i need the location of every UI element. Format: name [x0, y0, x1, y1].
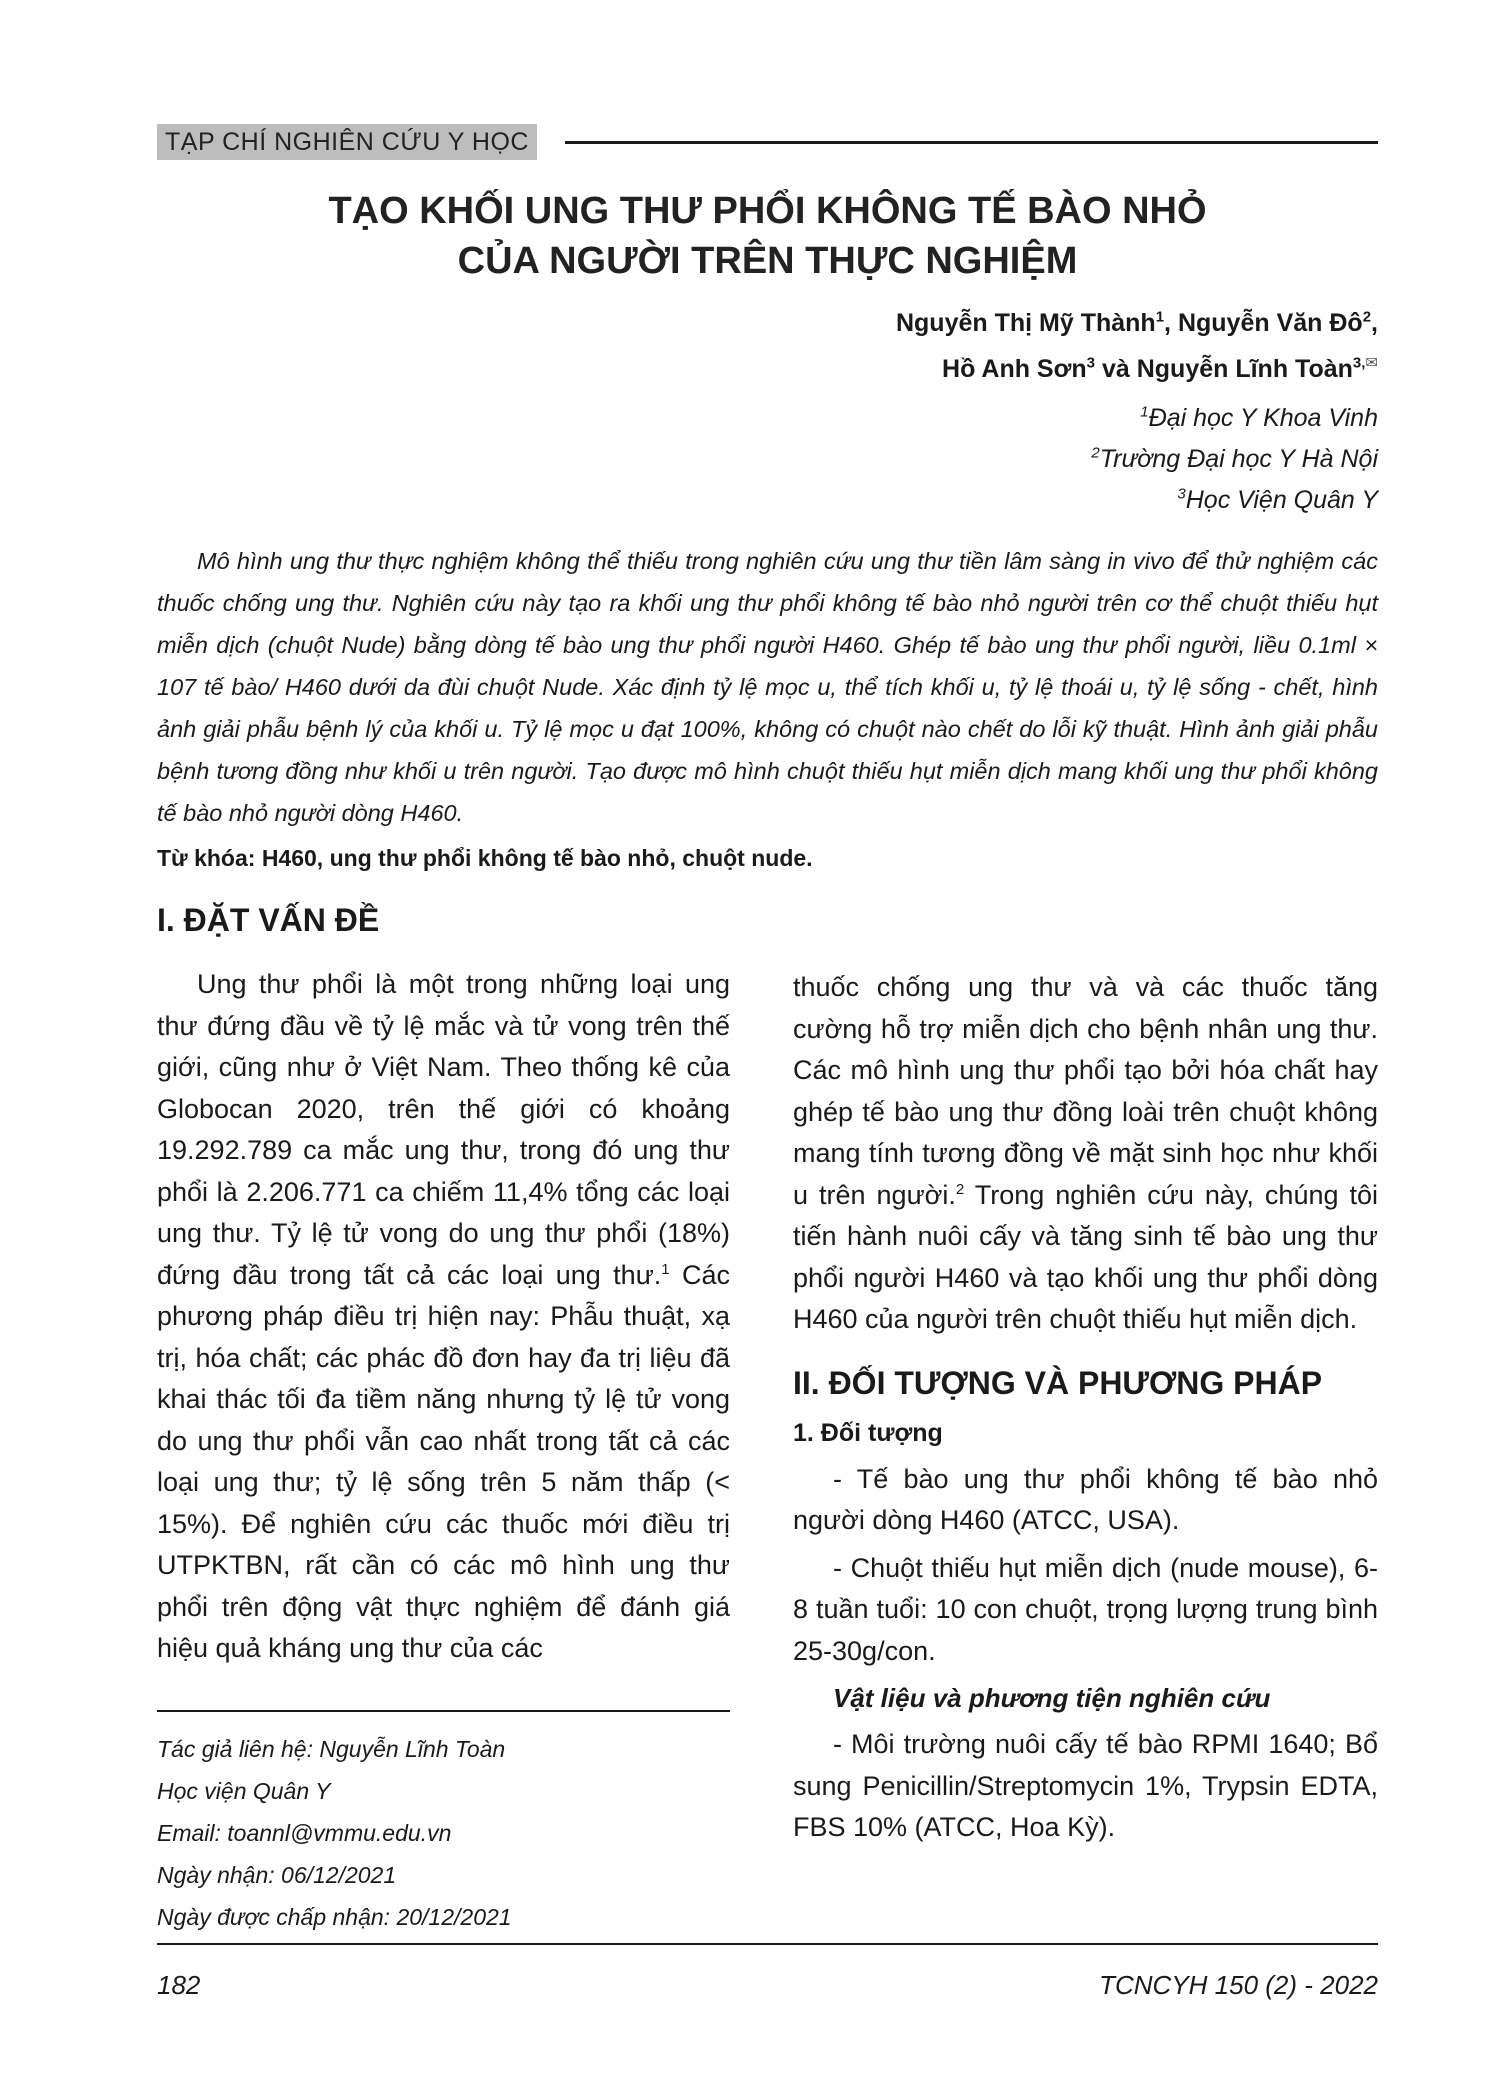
title-line-2: CỦA NGƯỜI TRÊN THỰC NGHIỆM — [457, 240, 1078, 282]
footer-rule — [157, 1943, 1378, 1945]
author-name: Nguyễn Văn Đô — [1177, 309, 1363, 337]
abstract: Mô hình ung thư thực nghiệm không thể thiếu trong nghiên cứu ung thư tiền lâm sàng in vivo để thử nghiệm các thuốc chống ung thư. Nghiên cứu này tạo ra khối ung thư phổi không tế bào nhỏ người trên cơ thể chuột thiếu hụt miễn dịch (chuột Nude) bằng dòng tế bào ung thư phổi người H460. Ghép tế bào ung thư phổi người, liều 0.1ml × 107 tế bào/ H460 dưới da đùi chuột Nude. Xác định tỷ lệ mọc u, thể tích khối u, tỷ lệ thoái u, tỷ lệ sống - chết, hình ảnh giải phẫu bệnh lý của khối u. Tỷ lệ mọc u đạt 100%, không có chuột nào chết do lỗi kỹ thuật. Hình ảnh giải phẫu bệnh tương đồng như khối u trên người. Tạo được mô hình chuột thiếu hụt miễn dịch mang khối ung thư phổi không tế bào nhỏ người dòng H460. — [157, 548, 1378, 826]
correspondence-note — [157, 1728, 730, 1938]
section-heading: I. ĐẶT VẤN ĐỀ — [157, 902, 380, 938]
footnote-rule — [157, 1710, 730, 1712]
affiliation-list — [1091, 398, 1378, 521]
affiliation: $^3$Học Viện Quân Y — [1177, 485, 1378, 514]
list-item: - Chuột thiếu hụt miễn dịch (nude mouse), 6-8 tuần tuổi: 10 con chuột, trọng lượng trung bình 25-30g/con. — [793, 1552, 1378, 1666]
author-name: Hồ Anh Sơn — [942, 355, 1087, 383]
author-list — [896, 300, 1378, 392]
journal-issue: TCNCYH 150 (2) - 2022 — [1099, 1970, 1378, 2000]
list-item: - Tế bào ung thư phổi không tế bào nhỏ người dòng H460 (ATCC, USA). — [793, 1463, 1378, 1535]
intro-paragraph: Ung thư phổi là một trong những loại ung thư đứng đầu về tỷ lệ mắc và tử vong trên thế giới, cũng như ở Việt Nam. Theo thống kê của Globocan 2020, trên thế giới có khoảng 19.292.789 ca mắc ung thư, trong đó ung thư phổi là 2.206.771 ca chiếm 11,4% tổng các loại ung thư. Tỷ lệ tử vong do ung thư phổi (18%) đứng đầu trong tất cả các loại ung thư.$^1$ Các phương pháp điều trị hiện nay: Phẫu thuật, xạ trị, hóa chất; các phác đồ đơn hay đa trị liệu đã khai thác tối đa tiềm năng nhưng tỷ lệ tử vong do ung thư phổi vẫn cao nhất trong tất cả các loại ung thư; tỷ lệ sống trên 5 năm thấp (< 15%). Để nghiên cứu các thuốc mới điều trị UTPKTBN, rất cần có các mô hình ung thư phổi trên động vật thực nghiệm để đánh giá hiệu quả kháng ung thư của các — [157, 969, 730, 1663]
list-item: - Môi trường nuôi cấy tế bào RPMI 1640; Bổ sung Penicillin/Streptomycin 1%, Trypsin EDTA, FBS 10% (ATCC, Hoa Kỳ). — [793, 1729, 1378, 1842]
subsection-heading: Vật liệu và phương tiện nghiên cứu — [833, 1683, 1271, 1713]
author-line-1: Nguyễn Thị Mỹ Thành$^1$, Nguyễn Văn $Đô^2$, — [895, 308, 1378, 337]
author-name: Nguyễn Lĩnh Toàn — [1136, 355, 1353, 383]
author-sup: 3 — [1086, 354, 1095, 372]
author-sup: 3, — [1352, 354, 1366, 372]
page-number: 182 — [157, 1970, 201, 2000]
author-name: Nguyễn Thị Mỹ Thành — [895, 309, 1156, 337]
citation-ref: 1 — [661, 1260, 670, 1278]
intro-continuation: thuốc chống ung thư và và các thuốc tăng cường hỗ trợ miễn dịch cho bệnh nhân ung thư. Các mô hình ung thư phổi tạo bởi hóa chất hay ghép tế bào ung thư đồng loài trên chuột không mang tính tương đồng về mặt sinh học như khối u trên người.$^2$ Trong nghiên cứu này, chúng tôi tiến hành nuôi cấy và tăng sinh tế bào ung thư phổi người H460 và tạo khối ung thư phổi dòng H460 của người trên chuột thiếu hụt miễn dịch. — [793, 972, 1378, 1334]
affiliation: $^2$Trường Đại học Y Hà Nội — [1091, 444, 1378, 473]
author-conjunction: và — [1101, 355, 1130, 383]
journal-name: TẠP CHÍ NGHIÊN CỨU Y HỌC — [157, 124, 537, 160]
footnote-received: Ngày nhận: 06/12/2021 — [157, 1862, 397, 1888]
keywords: Từ khóa: H460, ung thư phổi không tế bào nhỏ, chuột nude. — [157, 845, 813, 871]
journal-header — [157, 124, 1378, 164]
affiliation: $^1$Đại học Y Khoa Vinh — [1140, 403, 1378, 432]
header-rule — [565, 141, 1378, 144]
paper-title — [157, 186, 1378, 286]
right-column — [793, 967, 1378, 1849]
subsection-heading: 1. Đối tượng — [793, 1418, 943, 1447]
footnote-author: Tác giả liên hệ: Nguyễn Lĩnh Toàn — [157, 1736, 506, 1762]
footnote-accepted: Ngày được chấp nhận: 20/12/2021 — [157, 1904, 512, 1930]
left-column — [157, 900, 730, 1670]
title-line-1: TẠO KHỐI UNG THƯ PHỔI KHÔNG TẾ BÀO NHỎ — [328, 190, 1207, 232]
author-sup: 1 — [1155, 308, 1165, 326]
section-heading: II. ĐỐI TƯỢNG VÀ PHƯƠNG PHÁP — [793, 1364, 1323, 1401]
footnote-affiliation: Học viện Quân Y — [157, 1778, 331, 1804]
envelope-icon: ✉ — [1365, 354, 1378, 372]
footnote-email: Email: toannl@vmmu.edu.vn — [157, 1820, 452, 1846]
author-sup: 2 — [1362, 308, 1372, 326]
citation-ref: 2 — [955, 1180, 965, 1198]
author-line-2 — [896, 346, 1378, 392]
